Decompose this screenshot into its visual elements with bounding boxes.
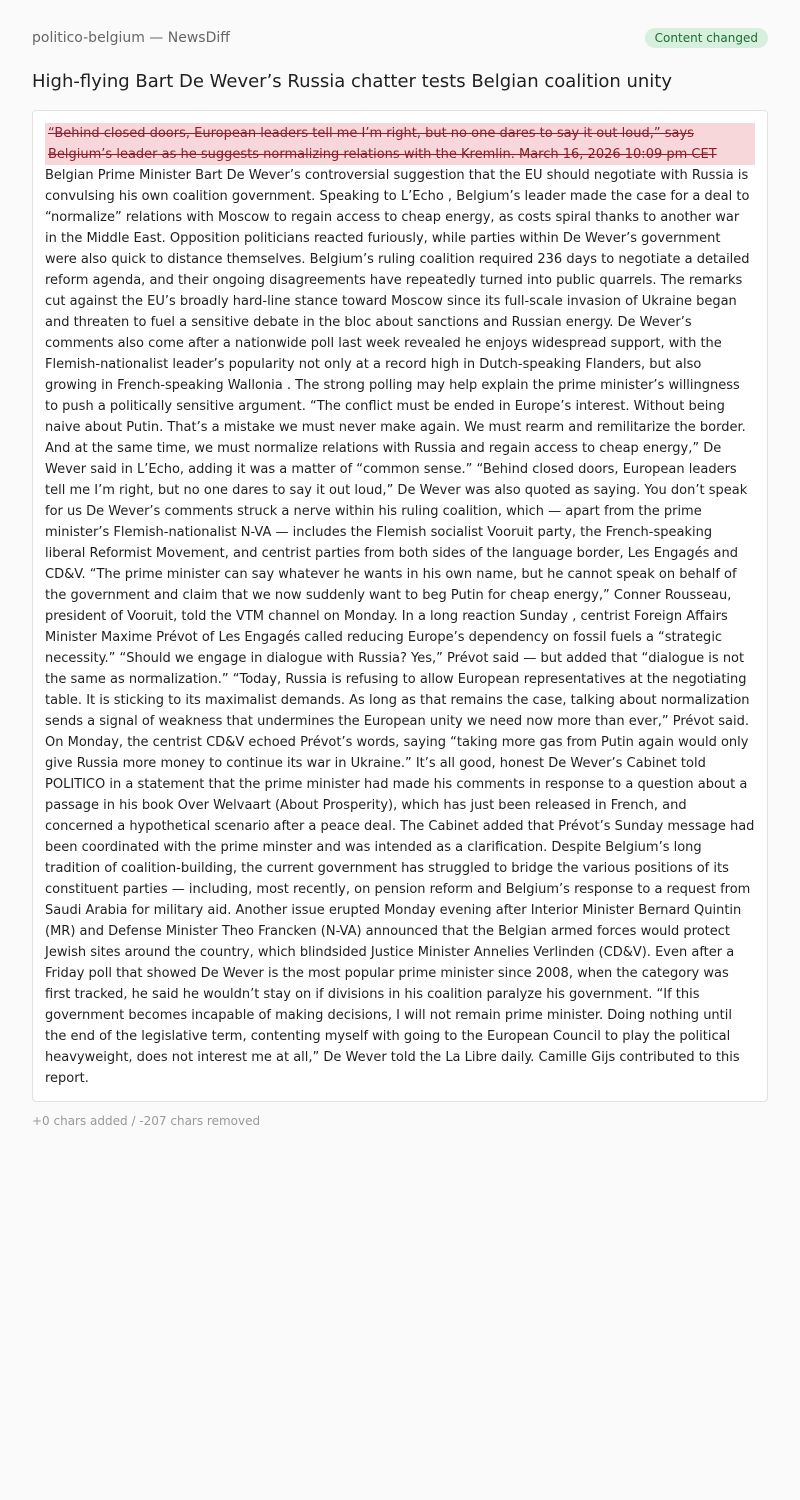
diff-stats: +0 chars added / -207 chars removed — [32, 1114, 261, 1128]
article-body: Belgian Prime Minister Bart De Wever’s controversial suggestion that the EU should negotiate with Russia is convulsing his own coalition government. Speaking to L’Echo , Belgium’s leader made the case for a deal to “normalize” relations with Moscow to regain access to cheap energy, as costs spiral thanks to another war in the Middle East. Opposition politicians reacted furiously, while parties within De Wever’s government were also quick to distance themselves. Belgium’s ruling coalition required 236 days to negotiate a detailed reform agenda, and their ongoing disagreements have repeatedly turned into public quarrels. The remarks cut against the EU’s broadly hard-line stance toward Moscow since its full-scale invasion of Ukraine began and threaten to fuel a sensitive debate in the bloc about sanctions and Russian energy. De Wever’s comments also come after a nationwide poll last week revealed he enjoys widespread support, with the Flemish-nationalist leader’s popularity not only at a record high in Dutch-speaking Flanders, but also growing in French-speaking Wallonia . The strong polling may help explain the prime minister’s willingness to push a politically sensitive argument. “The conflict must be ended in Europe’s interest. Without being naive about Putin. That’s a mistake we must never make again. We must rearm and remilitarize the border. And at the same time, we must normalize relations with Russia and regain access to cheap energy,” De Wever said in L’Echo, adding it was a matter of “common sense.” “Behind closed doors, European leaders tell me I’m right, but no one dares to say it out loud,” De Wever was also quoted as saying. You don’t speak for us De Wever’s comments struck a nerve within his ruling coalition, which — apart from the prime minister’s Flemish-nationalist N-VA — includes the Flemish socialist Vooruit party, the French-speaking liberal Reformist Movement, and centrist parties from both sides of the language border, Les Engagés and CD&V. “The prime minister can say whatever he wants in his own name, but he cannot speak on behalf of the government and claim that we now suddenly want to beg Putin for cheap energy,” Conner Rousseau, president of Vooruit, told the VTM channel on Monday. In a long reaction Sunday , centrist Foreign Affairs Minister Maxime Prévot of Les Engagés called reducing Europe’s dependency on fossil fuels a “strategic necessity.” “Should we engage in dialogue with Russia? Yes,” Prévot said — but added that “dialogue is not the same as normalization.” “Today, Russia is refusing to allow European representatives at the negotiating table. It is sticking to its maximalist demands. As long as that remains the case, talking about normalization sends a signal of weakness that undermines the European unity we need now more than ever,” Prévot said. On Monday, the centrist CD&V echoed Prévot’s words, saying “taking more gas from Putin again would only give Russia more money to continue its war in Ukraine.” It’s all good, honest De Wever’s Cabinet told POLITICO in a statement that the prime minister had made his comments in response to a question about a passage in his book Over Welvaart (About Prosperity), which has just been released in French, and concerned a hypothetical scenario after a peace deal. The Cabinet added that Prévot’s Sunday message had been coordinated with the prime minster and was intended as a clarification. Despite Belgium’s long tradition of coalition-building, the current government has struggled to bridge the various positions of its constituent parties — including, most recently, on pension reform and Belgium’s response to a request from Saudi Arabia for military aid. Another issue erupted Monday evening after Interior Minister Bernard Quintin (MR) and Defense Minister Theo Francken (N-VA) announced that the Belgian armed forces would protect Jewish sites around the country, which blindsided Justice Minister Annelies Verlinden (CD&V). Even after a Friday poll that showed De Wever is the most popular prime minister since 2008, when the category was first tracked, he said he wouldn’t stay on if divisions in his coalition paralyze his government. “If this government becomes incapable of making decisions, I will not remain prime minister. Doing nothing until the end of the legislative term, contenting myself with going to the European Council to play the political heavyweight, does not interest me at all,” De Wever told the La Libre daily. Camille Gijs contributed to this report. — [45, 168, 755, 1086]
top-bar — [32, 20, 768, 56]
removed-text: “Behind closed doors, European leaders tell me I’m right, but no one dares to say it out loud,” says Belgium’s leader as he suggests normalizing relations with the Kremlin. March 16, 2026 10:09 pm CET — [45, 123, 755, 165]
source-label: politico-belgium — NewsDiff — [32, 30, 230, 46]
article-title: High-flying Bart De Wever’s Russia chatter tests Belgian coalition unity — [32, 71, 673, 92]
diff-card — [32, 110, 768, 1102]
status-badge: Content changed — [645, 28, 768, 48]
page — [0, 20, 800, 1128]
